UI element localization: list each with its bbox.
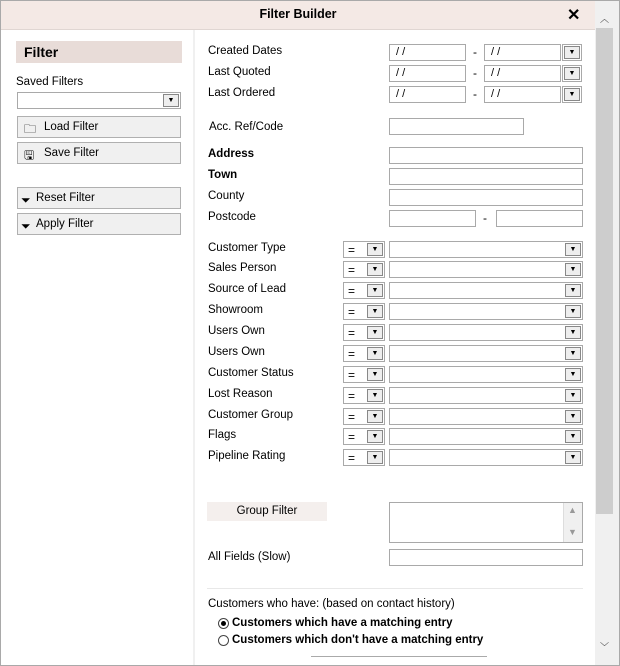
filter-row-label: Source of Lead: [208, 283, 287, 295]
operator-select[interactable]: [343, 428, 385, 445]
acc-ref-input[interactable]: [389, 118, 524, 135]
chevron-down-icon[interactable]: ▼: [565, 410, 581, 423]
value-select[interactable]: [389, 449, 583, 466]
operator-select[interactable]: [343, 282, 385, 299]
postcode-range-separator: -: [483, 211, 487, 225]
town-input[interactable]: [389, 168, 583, 185]
date-from-input[interactable]: / /: [389, 86, 466, 103]
chevron-down-icon[interactable]: ▼: [565, 305, 581, 318]
chevron-down-icon[interactable]: ▼: [565, 243, 581, 256]
apply-filter-label: Apply Filter: [36, 218, 94, 230]
filter-row-label: Customer Status: [208, 367, 294, 379]
operator-value: =: [348, 326, 356, 340]
history-label: Customers who have: (based on contact history): [208, 598, 455, 610]
postcode-from-input[interactable]: [389, 210, 476, 227]
filter-row-label: Users Own: [208, 325, 265, 337]
county-label: County: [208, 190, 245, 202]
chevron-down-icon[interactable]: ▼: [367, 305, 383, 318]
close-icon[interactable]: ✕: [567, 7, 581, 24]
value-select[interactable]: [389, 408, 583, 425]
chevron-down-icon[interactable]: ▼: [565, 284, 581, 297]
partial-button-edge: [311, 656, 487, 661]
window-title: Filter Builder: [259, 7, 337, 21]
group-filter-button[interactable]: Group Filter: [207, 502, 327, 521]
date-row-label: Created Dates: [208, 45, 283, 57]
postcode-to-input[interactable]: [496, 210, 583, 227]
chevron-down-icon[interactable]: ▼: [564, 67, 580, 80]
date-picker-dropdown[interactable]: [562, 65, 582, 82]
chevron-down-icon[interactable]: ▼: [565, 263, 581, 276]
operator-value: =: [348, 284, 356, 298]
chevron-down-icon[interactable]: ▼: [565, 347, 581, 360]
value-select[interactable]: [389, 303, 583, 320]
operator-value: =: [348, 243, 356, 257]
match-entry-radio[interactable]: [218, 618, 229, 629]
chevron-down-icon[interactable]: ▼: [163, 94, 179, 107]
chevron-down-icon[interactable]: ▼: [565, 326, 581, 339]
operator-select[interactable]: [343, 387, 385, 404]
load-filter-button[interactable]: [17, 116, 181, 138]
postcode-label: Postcode: [208, 211, 256, 223]
chevron-down-icon[interactable]: ▼: [367, 389, 383, 402]
chevron-down-icon[interactable]: ▼: [367, 243, 383, 256]
operator-select[interactable]: [343, 303, 385, 320]
group-filter-list[interactable]: [389, 502, 583, 543]
operator-select[interactable]: [343, 241, 385, 258]
filter-row-label: Customer Type: [208, 242, 286, 254]
address-label: Address: [208, 148, 255, 160]
operator-value: =: [348, 263, 356, 277]
left-panel: [1, 30, 193, 666]
operator-select[interactable]: [343, 345, 385, 362]
date-range-separator: -: [473, 66, 477, 80]
date-range-separator: -: [473, 45, 477, 59]
value-select[interactable]: [389, 345, 583, 362]
chevron-down-icon[interactable]: ▼: [367, 430, 383, 443]
date-to-input[interactable]: / /: [484, 65, 561, 82]
chevron-down-icon[interactable]: ▼: [565, 368, 581, 381]
scroll-down-icon[interactable]: ﹀: [600, 642, 610, 652]
chevron-down-icon[interactable]: ▼: [565, 389, 581, 402]
operator-select[interactable]: [343, 408, 385, 425]
divider: [207, 588, 583, 589]
value-select[interactable]: [389, 282, 583, 299]
date-picker-dropdown[interactable]: [562, 86, 582, 103]
chevron-down-icon[interactable]: ▼: [367, 347, 383, 360]
value-select[interactable]: [389, 241, 583, 258]
filter-row-label: Showroom: [208, 304, 263, 316]
value-select[interactable]: [389, 324, 583, 341]
chevron-down-icon[interactable]: ▼: [367, 451, 383, 464]
match-entry-label: Customers which have a matching entry: [232, 617, 453, 629]
operator-select[interactable]: [343, 324, 385, 341]
operator-select[interactable]: [343, 366, 385, 383]
operator-value: =: [348, 305, 356, 319]
address-input[interactable]: [389, 147, 583, 164]
date-range-separator: -: [473, 87, 477, 101]
folder-icon: 🗀: [24, 122, 37, 136]
chevron-down-icon[interactable]: ▼: [367, 410, 383, 423]
operator-value: =: [348, 347, 356, 361]
scroll-up-icon[interactable]: ︿: [600, 14, 610, 24]
town-label: Town: [208, 169, 238, 181]
filter-row-label: Pipeline Rating: [208, 450, 286, 462]
operator-select[interactable]: [343, 449, 385, 466]
load-filter-label: Load Filter: [44, 121, 99, 133]
saved-filters-label: Saved Filters: [16, 76, 84, 88]
scroll-down-icon[interactable]: ▼: [568, 527, 577, 537]
all-fields-label: All Fields (Slow): [208, 551, 291, 563]
date-from-input[interactable]: / /: [389, 44, 466, 61]
funnel-apply-icon: ⏷: [21, 219, 31, 233]
group-filter-scrollbar[interactable]: [563, 503, 582, 542]
chevron-down-icon[interactable]: ▼: [367, 326, 383, 339]
date-row-label: Last Ordered: [208, 87, 276, 99]
filter-heading: Filter: [16, 41, 182, 63]
chevron-down-icon[interactable]: ▼: [564, 46, 580, 59]
chevron-down-icon[interactable]: ▼: [565, 451, 581, 464]
filter-row-label: Flags: [208, 429, 237, 441]
operator-value: =: [348, 410, 356, 424]
filter-row-label: Customer Group: [208, 409, 294, 421]
scroll-up-icon[interactable]: ▲: [568, 505, 577, 515]
no-match-entry-radio[interactable]: [218, 635, 229, 646]
reset-filter-label: Reset Filter: [36, 192, 95, 204]
chevron-down-icon[interactable]: ▼: [367, 263, 383, 276]
save-filter-label: Save Filter: [44, 147, 99, 159]
date-picker-dropdown[interactable]: [562, 44, 582, 61]
main-scrollbar[interactable]: [596, 10, 613, 660]
acc-ref-label: Acc. Ref/Code: [209, 121, 284, 133]
funnel-clear-icon: ⏷: [21, 193, 31, 207]
chevron-down-icon[interactable]: ▼: [565, 430, 581, 443]
apply-filter-button[interactable]: [17, 213, 181, 235]
all-fields-input[interactable]: [389, 549, 583, 566]
filter-row-label: Sales Person: [208, 262, 277, 274]
date-to-input[interactable]: / /: [484, 44, 561, 61]
operator-value: =: [348, 451, 356, 465]
saved-filters-select[interactable]: [17, 92, 181, 109]
no-match-entry-label: Customers which don't have a matching entry: [232, 634, 484, 646]
scroll-thumb[interactable]: [596, 28, 613, 514]
chevron-down-icon[interactable]: ▼: [367, 368, 383, 381]
value-select[interactable]: [389, 387, 583, 404]
date-row-label: Last Quoted: [208, 66, 271, 78]
county-input[interactable]: [389, 189, 583, 206]
operator-value: =: [348, 368, 356, 382]
title-bar: [1, 1, 595, 30]
date-to-input[interactable]: / /: [484, 86, 561, 103]
date-from-input[interactable]: / /: [389, 65, 466, 82]
operator-value: =: [348, 430, 356, 444]
filter-row-label: Lost Reason: [208, 388, 273, 400]
chevron-down-icon[interactable]: ▼: [367, 284, 383, 297]
value-select[interactable]: [389, 366, 583, 383]
filter-row-label: Users Own: [208, 346, 265, 358]
floppy-disk-icon: 🖫: [24, 148, 35, 162]
operator-select[interactable]: [343, 261, 385, 278]
chevron-down-icon[interactable]: ▼: [564, 88, 580, 101]
save-filter-button[interactable]: [17, 142, 181, 164]
value-select[interactable]: [389, 261, 583, 278]
value-select[interactable]: [389, 428, 583, 445]
reset-filter-button[interactable]: [17, 187, 181, 209]
operator-value: =: [348, 389, 356, 403]
